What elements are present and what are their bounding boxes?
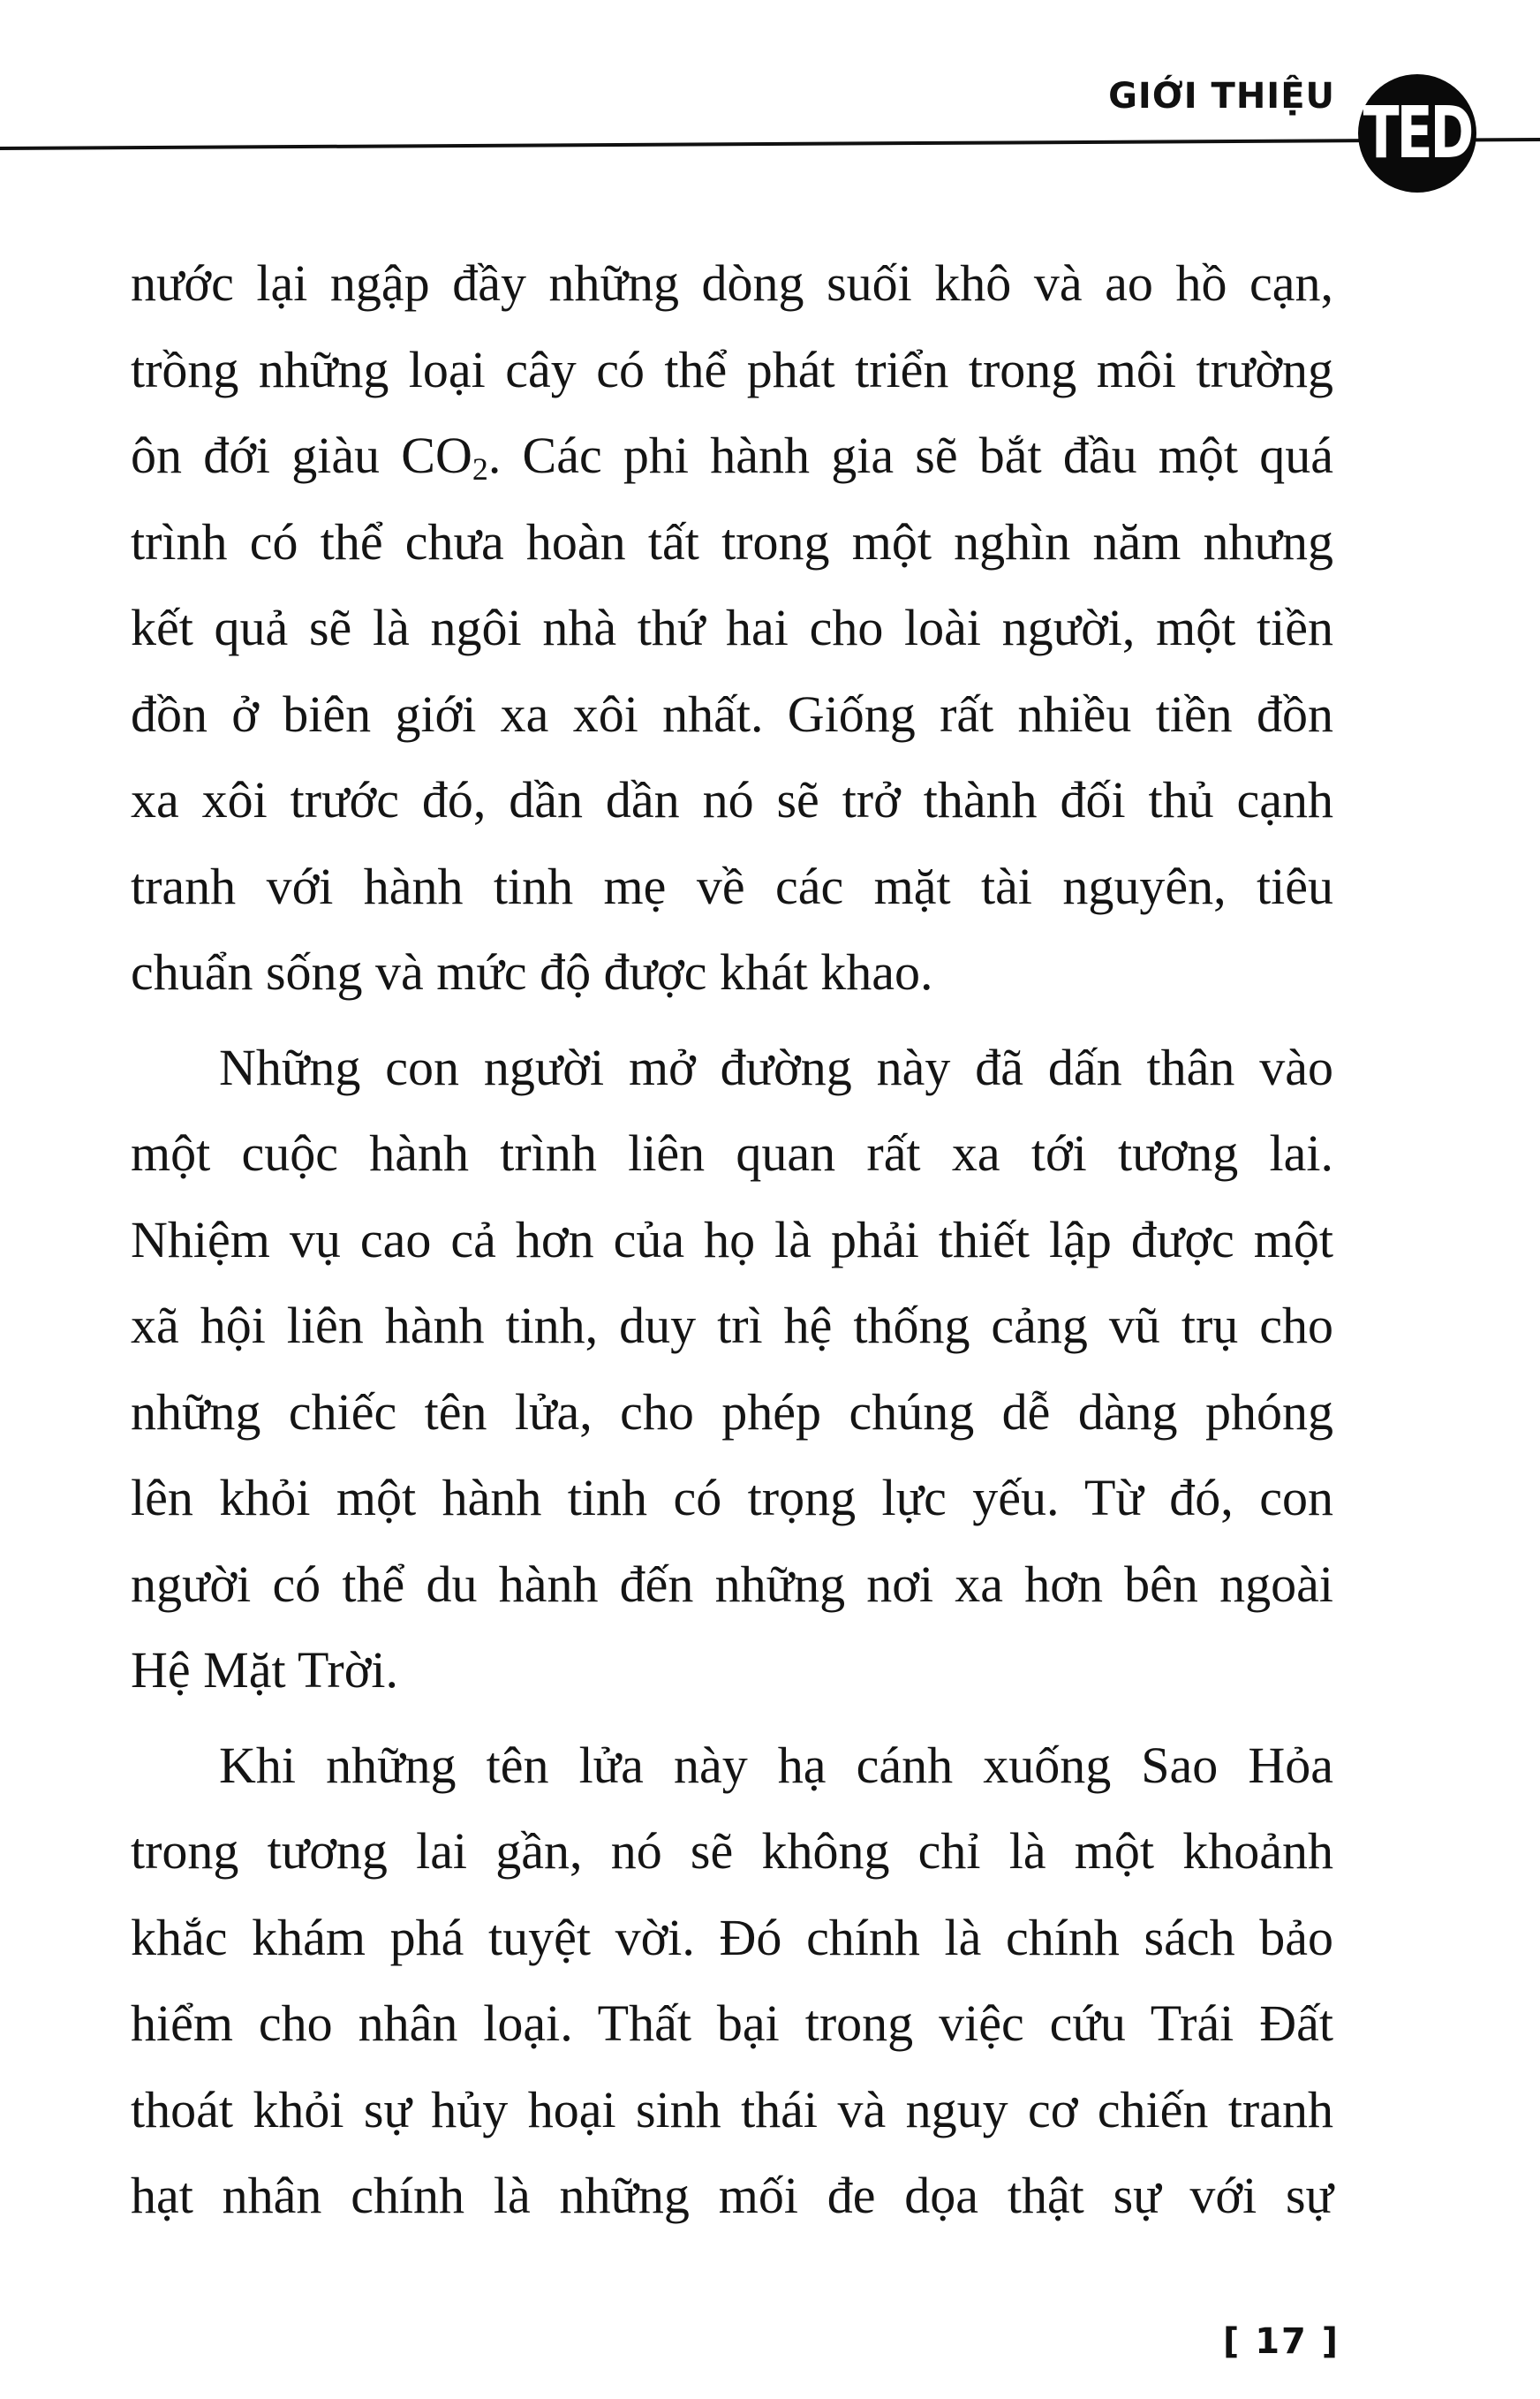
text-line: Khi những tên lửa này hạ cánh xuống Sao Hỏa <box>219 1736 1333 1794</box>
paragraph-gap <box>131 1714 1333 1722</box>
text-line: một cuộc hành trình liên quan rất xa tới tương lai. <box>131 1124 1333 1182</box>
text-line: người có thể du hành đến những nơi xa hơn bên ngoài <box>131 1555 1333 1613</box>
text-line: trồng những loại cây có thể phát triển trong môi trường <box>131 340 1333 398</box>
text-line: xa xôi trước đó, dần dần nó sẽ trở thành đối thủ cạnh <box>131 771 1333 829</box>
ted-logo-text: TED <box>1363 91 1472 176</box>
text-line: Những con người mở đường này đã dấn thân vào <box>219 1038 1333 1096</box>
text-line: kết quả sẽ là ngôi nhà thứ hai cho loài người, một tiền <box>131 599 1333 656</box>
text-line: Nhiệm vụ cao cả hơn của họ là phải thiết lập được một <box>131 1210 1333 1268</box>
text-line-with-subscript <box>131 412 1333 499</box>
section-title: GIỚI THIỆU <box>1108 76 1335 117</box>
text-line: những chiếc tên lửa, cho phép chúng dễ dàng phóng <box>131 1382 1333 1441</box>
text-line: trình có thể chưa hoàn tất trong một nghìn năm nhưng <box>131 512 1333 571</box>
text-line: nước lại ngập đầy những dòng suối khô và ao hồ cạn, <box>131 254 1333 312</box>
text-line: tranh với hành tinh mẹ về các mặt tài nguyên, tiêu <box>131 857 1333 915</box>
text-line: đồn ở biên giới xa xôi nhất. Giống rất nhiều tiền đồn <box>131 685 1333 743</box>
text-line: hạt nhân chính là những mối đe dọa thật sự với sự <box>131 2167 1333 2224</box>
text-line: chuẩn sống và mức độ được khát khao. <box>131 943 933 1001</box>
text-line: lên khỏi một hành tinh có trọng lực yếu. Từ đó, con <box>131 1469 1333 1526</box>
text-line: trong tương lai gần, nó sẽ không chỉ là một khoảnh <box>131 1822 1333 1880</box>
subscript: 2 <box>472 451 488 487</box>
header-rule <box>0 138 1540 150</box>
page-number: [ 17 ] <box>1223 2321 1340 2362</box>
ted-logo <box>1358 74 1476 193</box>
text-line: xã hội liên hành tinh, duy trì hệ thống cảng vũ trụ cho <box>131 1297 1333 1354</box>
text-line: thoát khỏi sự hủy hoại sinh thái và nguy cơ chiến tranh <box>131 2080 1333 2138</box>
paragraph-gap <box>131 1016 1333 1025</box>
text-line: khắc khám phá tuyệt vời. Đó chính là chính sách bảo <box>131 1908 1333 1966</box>
text-segment: . Các phi hành gia sẽ bắt đầu một quá <box>487 427 1333 484</box>
text-segment: ôn đới giàu CO <box>131 427 472 484</box>
body-text <box>131 240 1333 2239</box>
text-line: hiểm cho nhân loại. Thất bại trong việc cứu Trái Đất <box>131 1994 1333 2052</box>
text-line: Hệ Mặt Trời. <box>131 1641 398 1699</box>
